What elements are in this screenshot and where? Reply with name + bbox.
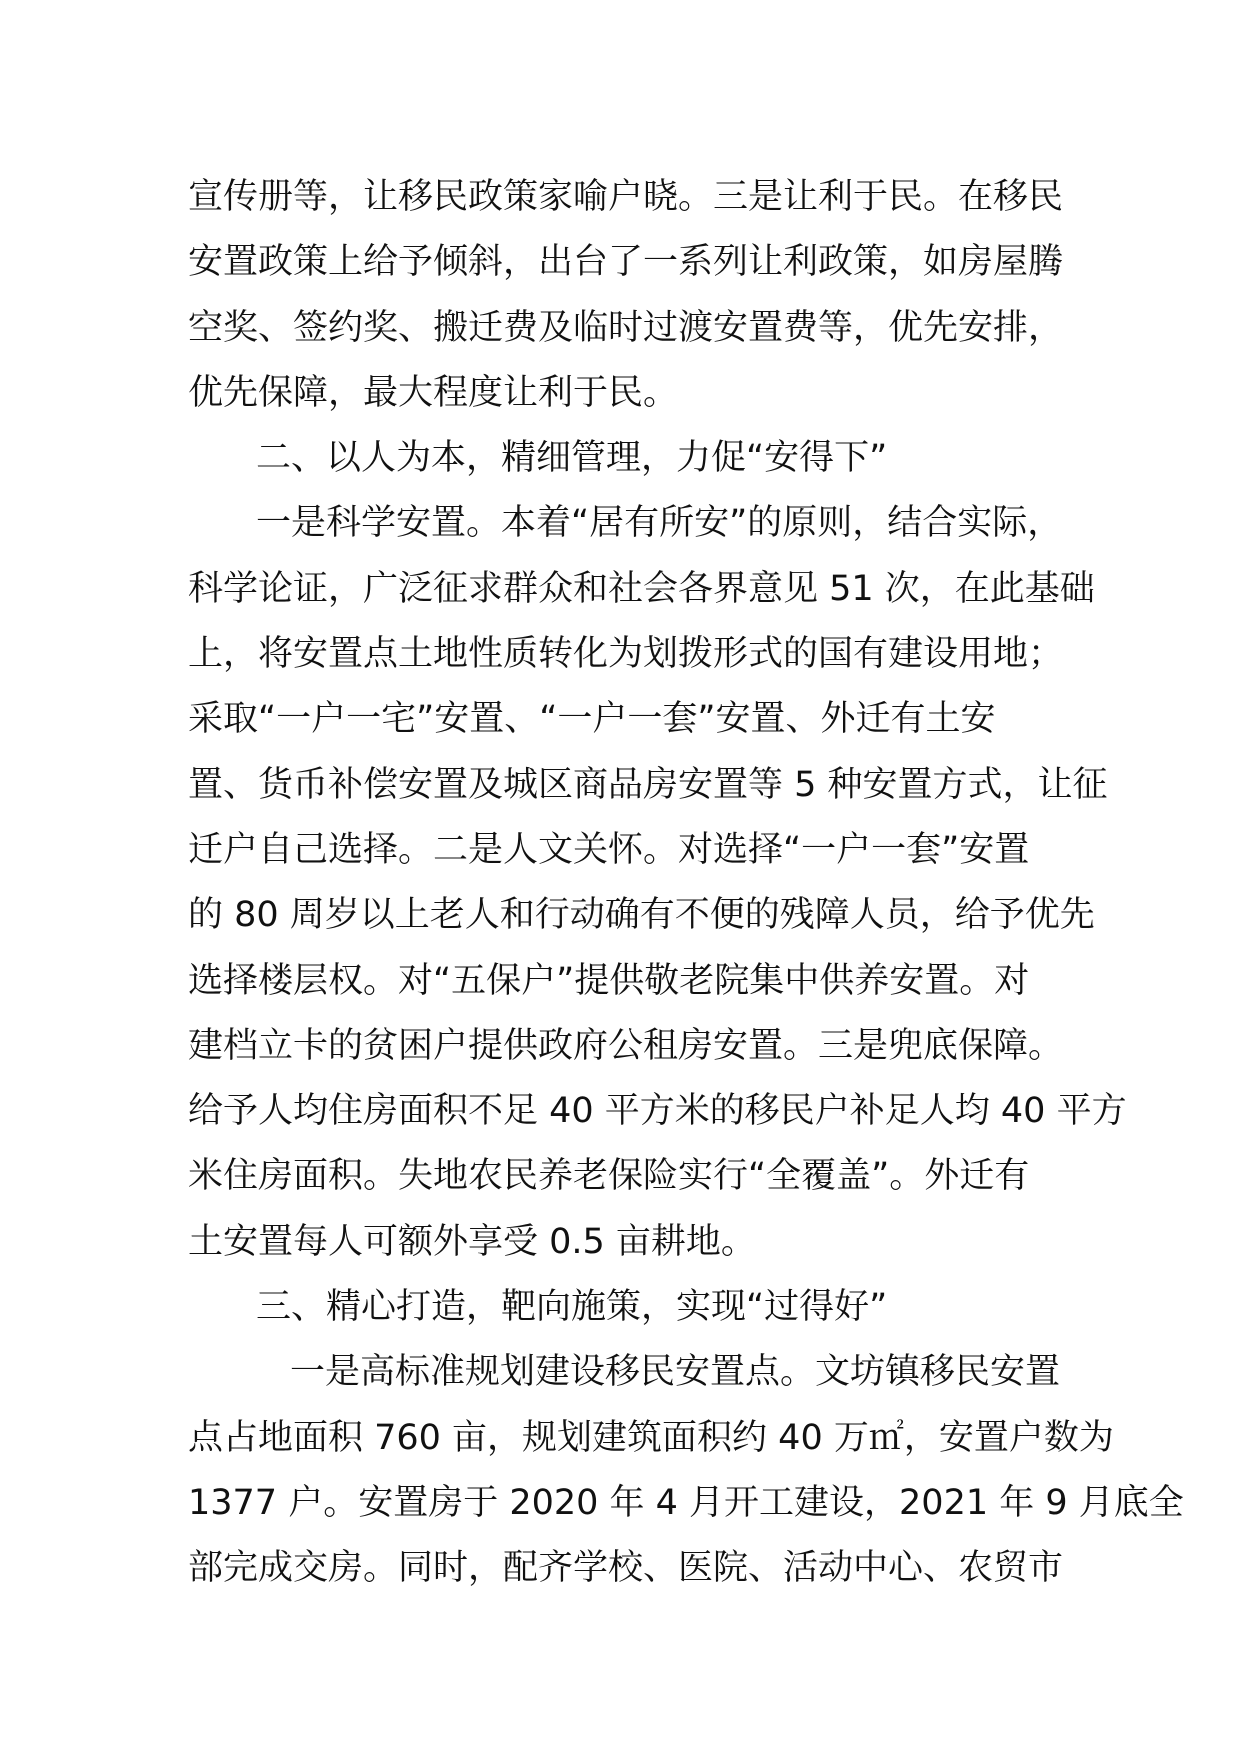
text-line: 置、货币补偿安置及城区商品房安置等 5 种安置方式，让征 bbox=[188, 764, 1108, 805]
body-text bbox=[188, 165, 1184, 1602]
text-line: 给予人均住房面积不足 40 平方米的移民户补足人均 40 平方 bbox=[188, 1091, 1127, 1132]
text-line: 迁户自己选择。二是人文关怀。对选择“一户一套”安置 bbox=[188, 829, 1030, 870]
text-line: 宣传册等，让移民政策家喻户晓。三是让利于民。在移民 bbox=[188, 177, 1064, 217]
text-line: 采取“一户一宅”安置、“一户一套”安置、外迁有土安 bbox=[188, 699, 996, 740]
text-line: 的 80 周岁以上老人和行动确有不便的残障人员，给予优先 bbox=[188, 895, 1095, 936]
text-line: 一是高标准规划建设移民安置点。文坊镇移民安置 bbox=[290, 1352, 1061, 1393]
section-heading: 二、以人为本，精细管理，力促“安得下” bbox=[256, 438, 888, 479]
text-line: 部完成交房。同时，配齐学校、医院、活动中心、农贸市 bbox=[188, 1548, 1064, 1589]
text-line: 上，将安置点土地性质转化为划拨形式的国有建设用地； bbox=[188, 634, 1064, 675]
text-line: 建档立卡的贫困户提供政府公租房安置。三是兜底保障。 bbox=[188, 1025, 1064, 1066]
text-line: 米住房面积。失地农民养老保险实行“全覆盖”。外迁有 bbox=[188, 1156, 1030, 1197]
text-line: 空奖、签约奖、搬迁费及临时过渡安置费等，优先安排， bbox=[188, 307, 1064, 348]
text-line: 科学论证，广泛征求群众和社会各界意见 51 次，在此基础 bbox=[188, 568, 1095, 609]
text-line: 优先保障，最大程度让利于民。 bbox=[188, 372, 679, 413]
text-line: 一是科学安置。本着“居有所安”的原则，结合实际， bbox=[256, 503, 1063, 544]
text-line: 土安置每人可额外享受 0.5 亩耕地。 bbox=[188, 1221, 756, 1262]
text-line: 点占地面积 760 亩，规划建筑面积约 40 万㎡，安置户数为 bbox=[188, 1417, 1114, 1458]
section-heading: 三、精心打造，靶向施策，实现“过得好” bbox=[256, 1287, 888, 1328]
text-line: 1377 户。安置房于 2020 年 4 月开工建设，2021 年 9 月底全 bbox=[188, 1482, 1184, 1523]
text-line: 选择楼层权。对“五保户”提供敬老院集中供养安置。对 bbox=[188, 960, 1030, 1001]
text-line: 安置政策上给予倾斜，出台了一系列让利政策，如房屋腾 bbox=[188, 242, 1064, 283]
